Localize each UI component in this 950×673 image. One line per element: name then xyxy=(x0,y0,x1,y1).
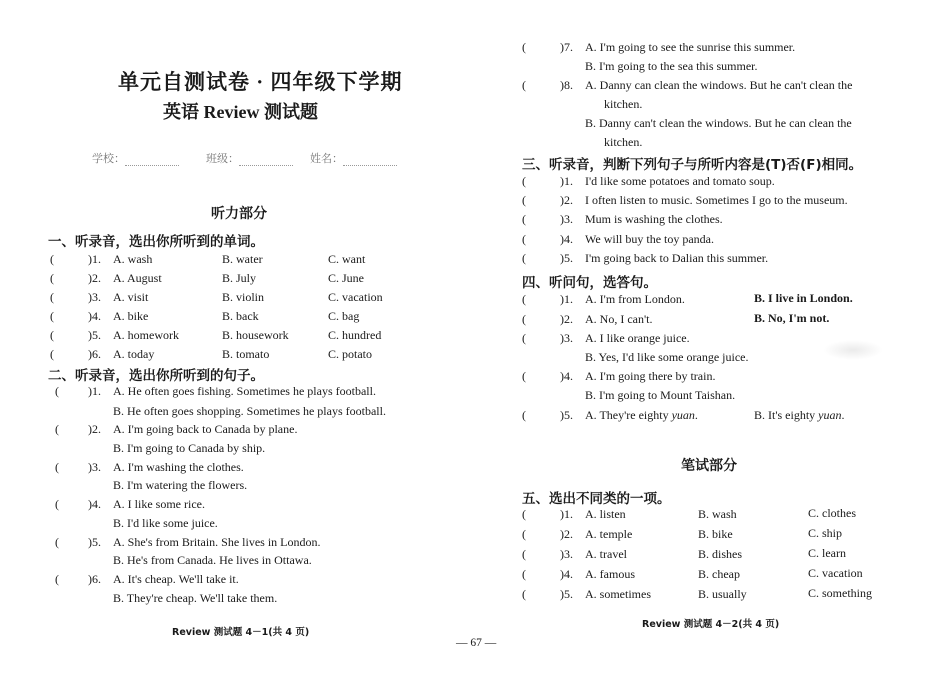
option-a: A. visit xyxy=(113,290,149,304)
answer-paren[interactable]: ( xyxy=(50,252,54,266)
question-number: )3. xyxy=(560,212,573,226)
question-number: )4. xyxy=(560,232,573,246)
option-b: B. wash xyxy=(698,507,737,521)
question-number: )1. xyxy=(560,507,573,521)
class-label: 班级： xyxy=(206,153,239,165)
listening-header: 听力部分 xyxy=(211,206,267,222)
section2-heading: 二、听录音，选出你所听到的句子。 xyxy=(48,368,264,384)
school-field xyxy=(92,150,179,166)
question-number: )4. xyxy=(88,497,101,511)
right-footer: Review 测试题 4－2(共 4 页) xyxy=(642,619,780,630)
option-a: A. It's cheap. We'll take it. xyxy=(113,572,239,586)
answer-paren[interactable]: ( xyxy=(50,309,54,323)
answer-paren[interactable]: ( xyxy=(55,460,59,474)
question-number: )3. xyxy=(88,460,101,474)
option-c: C. June xyxy=(328,271,364,285)
question-number: )2. xyxy=(88,271,101,285)
answer-paren[interactable]: ( xyxy=(522,40,526,54)
option-a: A. I like some rice. xyxy=(113,497,205,511)
answer-paren[interactable]: ( xyxy=(522,251,526,265)
question-number: )1. xyxy=(560,174,573,188)
option-a: A. sometimes xyxy=(585,587,651,601)
scan-smudge xyxy=(823,340,883,360)
question-number: )8. xyxy=(560,78,573,92)
left-footer: Review 测试题 4－1(共 4 页) xyxy=(172,627,310,638)
option-b: B. I'd like some juice. xyxy=(113,516,218,530)
answer-paren[interactable]: ( xyxy=(522,587,526,601)
question-number: )6. xyxy=(88,347,101,361)
option-b: B. back xyxy=(222,309,259,323)
question-number: )5. xyxy=(560,251,573,265)
question-number: )6. xyxy=(88,572,101,586)
option-a: A. temple xyxy=(585,527,633,541)
question-number: )2. xyxy=(560,193,573,207)
answer-paren[interactable]: ( xyxy=(50,347,54,361)
option-b: B. tomato xyxy=(222,347,270,361)
option-b: B. water xyxy=(222,252,263,266)
option-b: B. I'm going to Mount Taishan. xyxy=(585,388,736,402)
written-header: 笔试部分 xyxy=(681,458,737,474)
school-blank[interactable] xyxy=(125,155,179,166)
section3-heading: 三、听录音，判断下列句子与所听内容是(T)否(F)相同。 xyxy=(522,157,863,173)
option-b: B. They're cheap. We'll take them. xyxy=(113,591,278,605)
question-number: )5. xyxy=(88,328,101,342)
right-page xyxy=(478,0,950,673)
answer-paren[interactable]: ( xyxy=(50,328,54,342)
question-number: )3. xyxy=(560,331,573,345)
question-number: )2. xyxy=(560,527,573,541)
class-field xyxy=(206,150,293,166)
test-subtitle: 英语 Review 测试题 xyxy=(163,102,318,122)
answer-paren[interactable]: ( xyxy=(522,174,526,188)
option-b: B. He's from Canada. He lives in Ottawa. xyxy=(113,553,312,567)
question-number: )1. xyxy=(560,292,573,306)
option-b: B. dishes xyxy=(698,547,743,561)
question-number: )2. xyxy=(560,312,573,326)
option-b: B. July xyxy=(222,271,257,285)
question-number: )5. xyxy=(560,587,573,601)
answer-paren[interactable]: ( xyxy=(55,535,59,549)
option-a: A. bike xyxy=(113,309,149,323)
answer-paren[interactable]: ( xyxy=(522,232,526,246)
option-a: A. I'm washing the clothes. xyxy=(113,460,244,474)
question-number: )1. xyxy=(88,384,101,398)
option-a: A. I like orange juice. xyxy=(585,331,690,345)
answer-paren[interactable]: ( xyxy=(522,547,526,561)
option-a: A. Danny can clean the windows. But he can't clean the xyxy=(585,78,853,92)
option-a: A. I'm from London. xyxy=(585,292,685,306)
class-blank[interactable] xyxy=(239,155,293,166)
option-a: A. August xyxy=(113,271,162,285)
answer-paren[interactable]: ( xyxy=(55,497,59,511)
option-c: C. bag xyxy=(328,309,360,323)
option-b: B. He often goes shopping. Sometimes he plays football. xyxy=(113,404,386,418)
option-a: A. today xyxy=(113,347,155,361)
answer-paren[interactable]: ( xyxy=(55,384,59,398)
section4-heading: 四、听问句，选答句。 xyxy=(522,275,657,291)
option-b-continued: kitchen. xyxy=(604,135,643,149)
option-a-continued: kitchen. xyxy=(604,97,643,111)
answer-paren[interactable]: ( xyxy=(522,507,526,521)
option-b: B. bike xyxy=(698,527,733,541)
option-c: C. potato xyxy=(328,347,372,361)
statement-text: I often listen to music. Sometimes I go to the museum. xyxy=(585,193,848,207)
option-a: A. I'm going back to Canada by plane. xyxy=(113,422,298,436)
answer-paren[interactable]: ( xyxy=(522,567,526,581)
option-b: B. cheap xyxy=(698,567,740,581)
answer-paren[interactable]: ( xyxy=(522,331,526,345)
option-b: B. Yes, I'd like some orange juice. xyxy=(585,350,749,364)
option-b: B. It's eighty yuan. xyxy=(754,408,845,422)
option-c: C. clothes xyxy=(808,506,856,520)
option-b: B. violin xyxy=(222,290,265,304)
answer-paren[interactable]: ( xyxy=(55,572,59,586)
answer-paren[interactable]: ( xyxy=(522,312,526,326)
name-label: 姓名： xyxy=(310,153,343,165)
answer-paren[interactable]: ( xyxy=(522,527,526,541)
answer-paren[interactable]: ( xyxy=(50,271,54,285)
answer-paren[interactable]: ( xyxy=(55,422,59,436)
name-field xyxy=(310,150,397,166)
option-c: C. ship xyxy=(808,526,843,540)
option-b: B. Danny can't clean the windows. But he can clean the xyxy=(585,116,852,130)
option-b: B. No, I'm not. xyxy=(754,311,830,325)
option-a: A. He often goes fishing. Sometimes he plays football. xyxy=(113,384,376,398)
answer-paren[interactable]: ( xyxy=(522,212,526,226)
answer-paren[interactable]: ( xyxy=(522,369,526,383)
option-c: C. learn xyxy=(808,546,846,560)
question-number: )4. xyxy=(88,309,101,323)
option-a: A. wash xyxy=(113,252,153,266)
option-c: C. vacation xyxy=(328,290,383,304)
statement-text: I'm going back to Dalian this summer. xyxy=(585,251,769,265)
name-blank[interactable] xyxy=(343,155,397,166)
school-label: 学校： xyxy=(92,153,125,165)
statement-text: I'd like some potatoes and tomato soup. xyxy=(585,174,775,188)
question-number: )1. xyxy=(88,252,101,266)
answer-paren[interactable]: ( xyxy=(522,292,526,306)
option-b: B. housework xyxy=(222,328,289,342)
test-title: 单元自测试卷 · 四年级下学期 xyxy=(118,70,403,94)
option-a: A. No, I can't. xyxy=(585,312,653,326)
option-b: B. I'm going to Canada by ship. xyxy=(113,441,266,455)
option-c: C. something xyxy=(808,586,873,600)
question-number: )2. xyxy=(88,422,101,436)
option-a: A. They're eighty yuan. xyxy=(585,408,698,422)
statement-text: We will buy the toy panda. xyxy=(585,232,715,246)
question-number: )3. xyxy=(560,547,573,561)
question-number: )7. xyxy=(560,40,573,54)
option-a: A. I'm going to see the sunrise this summer. xyxy=(585,40,796,54)
option-b: B. usually xyxy=(698,587,747,601)
option-b: B. I'm watering the flowers. xyxy=(113,478,248,492)
question-number: )4. xyxy=(560,369,573,383)
question-number: )3. xyxy=(88,290,101,304)
answer-paren[interactable]: ( xyxy=(50,290,54,304)
statement-text: Mum is washing the clothes. xyxy=(585,212,723,226)
option-b: B. I live in London. xyxy=(754,291,853,305)
option-a: A. listen xyxy=(585,507,626,521)
page-number: — 67 — xyxy=(456,637,497,649)
option-a: A. She's from Britain. She lives in London. xyxy=(113,535,321,549)
question-number: )4. xyxy=(560,567,573,581)
option-a: A. I'm going there by train. xyxy=(585,369,716,383)
question-number: )5. xyxy=(88,535,101,549)
option-c: C. hundred xyxy=(328,328,382,342)
section1-heading: 一、听录音，选出你所听到的单词。 xyxy=(48,234,264,250)
section5-heading: 五、选出不同类的一项。 xyxy=(522,491,671,507)
option-c: C. want xyxy=(328,252,366,266)
option-a: A. famous xyxy=(585,567,635,581)
answer-paren[interactable]: ( xyxy=(522,408,526,422)
option-b: B. I'm going to the sea this summer. xyxy=(585,59,758,73)
question-number: )5. xyxy=(560,408,573,422)
answer-paren[interactable]: ( xyxy=(522,193,526,207)
option-a: A. homework xyxy=(113,328,179,342)
option-c: C. vacation xyxy=(808,566,863,580)
option-a: A. travel xyxy=(585,547,627,561)
answer-paren[interactable]: ( xyxy=(522,78,526,92)
